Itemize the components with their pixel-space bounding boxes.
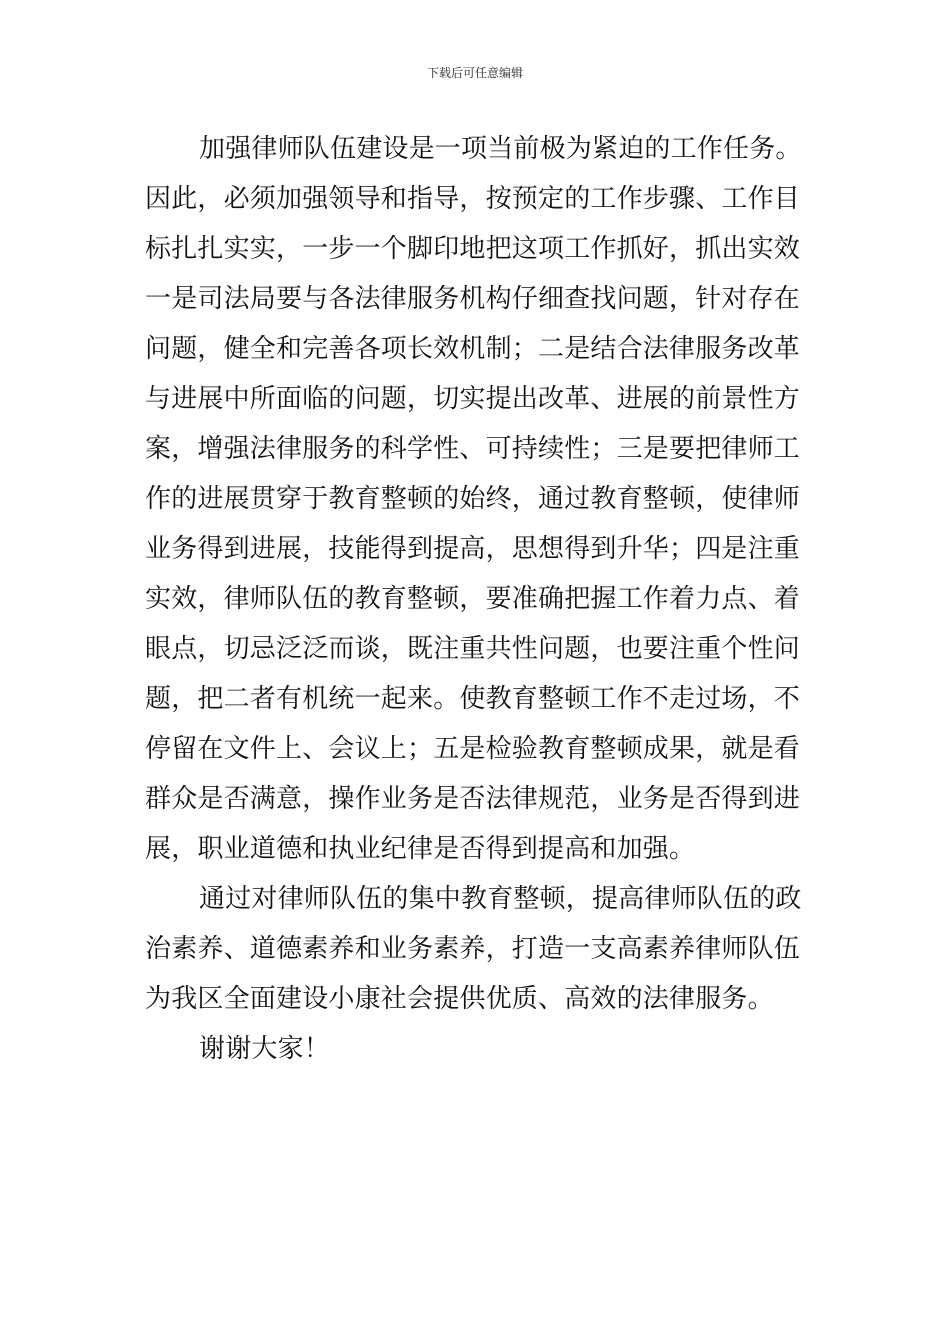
document-body xyxy=(145,124,807,1074)
text-line: 为我区全面建设小康社会提供优质、高效的法律服务。 xyxy=(145,984,774,1014)
text-line: 因此，必须加强领导和指导，按预定的工作步骤、工作目 xyxy=(145,184,801,214)
text-line: 题，把二者有机统一起来。使教育整顿工作不走过场，不 xyxy=(145,684,801,714)
text-line: 通过对律师队伍的集中教育整顿，提高律师队伍的政 xyxy=(199,884,802,914)
text-line: 标扎扎实实，一步一个脚印地把这项工作抓好，抓出实效 xyxy=(145,234,801,264)
paragraph-closing xyxy=(145,1024,807,1074)
page-header: 下载后可任意编辑 xyxy=(426,66,523,80)
text-line: 治素养、道德素养和业务素养，打造一支高素养律师队伍 xyxy=(145,934,801,964)
text-line: 展，职业道德和执业纪律是否得到提高和加强。 xyxy=(145,834,696,864)
text-line: 加强律师队伍建设是一项当前极为紧迫的工作任务。 xyxy=(199,134,802,164)
text-line: 群众是否满意，操作业务是否法律规范，业务是否得到进 xyxy=(145,784,801,814)
text-line: 与进展中所面临的问题，切实提出改革、进展的前景性方 xyxy=(145,384,801,414)
paragraph-2 xyxy=(145,874,807,1024)
text-line: 实效，律师队伍的教育整顿，要准确把握工作着力点、着 xyxy=(145,584,801,614)
text-line: 作的进展贯穿于教育整顿的始终，通过教育整顿，使律师 xyxy=(145,484,801,514)
text-line: 业务得到进展，技能得到提高，思想得到升华；四是注重 xyxy=(145,534,801,564)
text-line: 案，增强法律服务的科学性、可持续性；三是要把律师工 xyxy=(145,434,801,464)
text-line: 谢谢大家！ xyxy=(199,1034,331,1064)
paragraph-1 xyxy=(145,124,807,874)
text-line: 眼点，切忌泛泛而谈，既注重共性问题，也要注重个性问 xyxy=(145,634,801,664)
text-line: 停留在文件上、会议上；五是检验教育整顿成果，就是看 xyxy=(145,734,801,764)
text-line: 一是司法局要与各法律服务机构仔细查找问题，针对存在 xyxy=(145,284,801,314)
text-line: 问题，健全和完善各项长效机制；二是结合法律服务改革 xyxy=(145,334,801,364)
